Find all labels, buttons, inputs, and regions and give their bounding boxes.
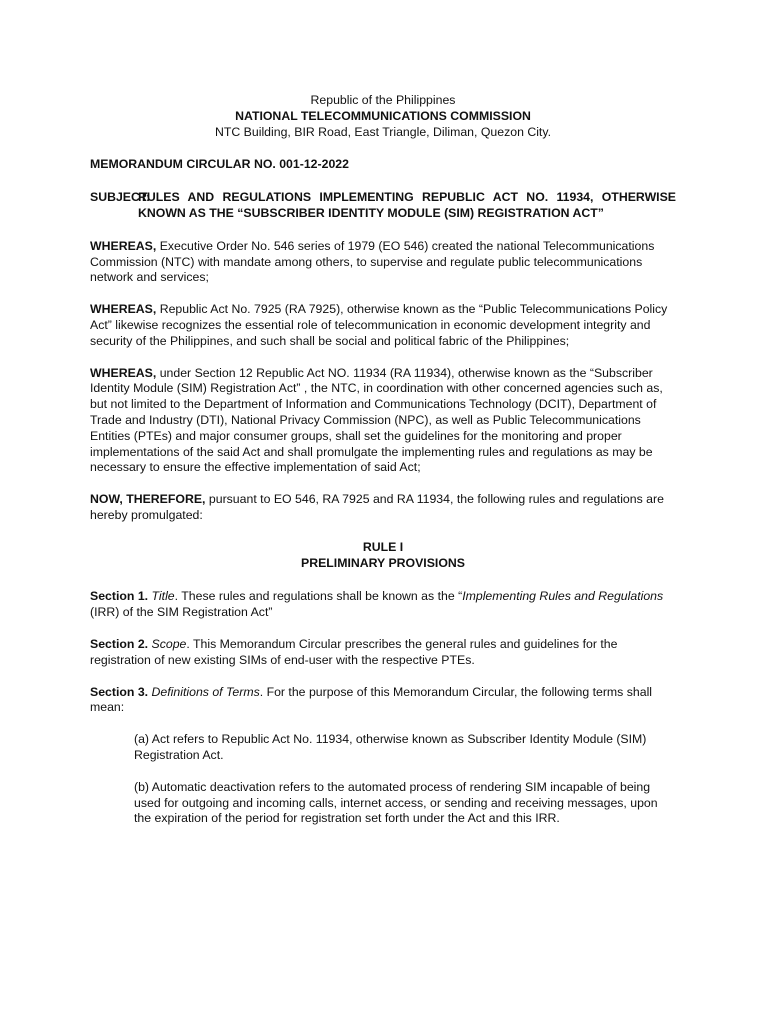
- whereas-text-2: Republic Act No. 7925 (RA 7925), otherwise known as the “Public Telecommunications Policy Act” likewise recognizes the essential role of telecommunication in economic development integrity and security of the Philippines, and such shall be social and political fabric of the Philippines;: [90, 302, 668, 348]
- definition-b: (b) Automatic deactivation refers to the automated process of rendering SIM incapable of being used for outgoing and incoming calls, internet access, or sending and receiving messages, upon the expiration of the period for registration set forth under the Act and this IRR.: [134, 779, 658, 826]
- subject-label: SUBJECT:: [90, 190, 151, 205]
- republic-line: Republic of the Philippines: [310, 93, 456, 107]
- rule-title: PRELIMINARY PROVISIONS: [301, 555, 465, 570]
- whereas-clause-1: [90, 239, 676, 286]
- commission-address: NTC Building, BIR Road, East Triangle, Diliman, Quezon City.: [214, 124, 552, 139]
- whereas-clause-3: [90, 366, 676, 477]
- section-1-label: Section 1.: [90, 589, 149, 604]
- section-3-text: . For the purpose of this Memorandum Circular, the following terms shall mean:: [90, 684, 653, 715]
- whereas-lead-1: WHEREAS,: [90, 238, 157, 253]
- subject-text: RULES AND REGULATIONS IMPLEMENTING REPUBLIC ACT NO. 11934, OTHERWISE KNOWN AS THE “SUBSCRIBER IDENTITY MODULE (SIM) REGISTRATION ACT”: [138, 190, 676, 220]
- section-3: [90, 685, 676, 717]
- whereas-lead-2: WHEREAS,: [90, 302, 157, 317]
- whereas-clause-2: [90, 302, 676, 349]
- commission-name: NATIONAL TELECOMMUNICATIONS COMMISSION: [235, 108, 531, 123]
- now-therefore-clause: [90, 492, 676, 524]
- definition-a: (a) Act refers to Republic Act No. 11934, otherwise known as Subscriber Identity Module (SIM) Registration Act.: [134, 732, 647, 762]
- section-3-heading: Definitions of Terms: [151, 684, 260, 699]
- section-1: [90, 589, 676, 621]
- memo-circular-number: MEMORANDUM CIRCULAR NO. 001-12-2022: [90, 157, 349, 172]
- section-2-label: Section 2.: [90, 636, 149, 651]
- whereas-text-1: Executive Order No. 546 series of 1979 (EO 546) created the national Telecommunications Commission (NTC) with mandate among others, to supervise and regulate public telecommunications network and services;: [90, 238, 655, 285]
- section-3-label: Section 3.: [90, 684, 149, 699]
- whereas-text-3: under Section 12 Republic Act NO. 11934 (RA 11934), otherwise known as the “Subscriber Identity Module (SIM) Registration Act” , the NTC, in coordination with other concerned agencies such as, but not limited to the Department of Information and Communications Technology (DCIT), Department of Trade and Industry (DTI), National Privacy Commission (NPC), as well as Public Telecommunications Entities (PTEs) and major consumer groups, shall set the guidelines for the monitoring and proper implementations of the said Act and shall promulgate the implementing rules and regulations as may be necessary to ensure the effective implementation of said Act;: [90, 365, 663, 475]
- section-2-heading: Scope: [151, 636, 187, 651]
- section-1-italic-title: Implementing Rules and Regulations: [462, 589, 664, 604]
- rule-number: RULE I: [362, 539, 404, 554]
- letterhead: [90, 93, 676, 140]
- whereas-lead-3: WHEREAS,: [90, 365, 157, 380]
- section-1-heading: Title: [151, 589, 175, 604]
- rule-heading: [90, 540, 676, 572]
- section-1-text-b: (IRR) of the SIM Registration Act”: [90, 605, 273, 620]
- section-2: [90, 637, 676, 669]
- section-1-text-a: . These rules and regulations shall be known as the “: [174, 589, 463, 604]
- now-therefore-text: pursuant to EO 546, RA 7925 and RA 11934, the following rules and regulations are hereby promulgated:: [90, 492, 664, 522]
- subject-block: [90, 190, 676, 222]
- document-page: [90, 93, 676, 843]
- section-2-text: . This Memorandum Circular prescribes the general rules and guidelines for the registration of new existing SIMs of end-user with the respective PTEs.: [90, 636, 618, 667]
- now-therefore-lead: NOW, THEREFORE,: [90, 492, 206, 507]
